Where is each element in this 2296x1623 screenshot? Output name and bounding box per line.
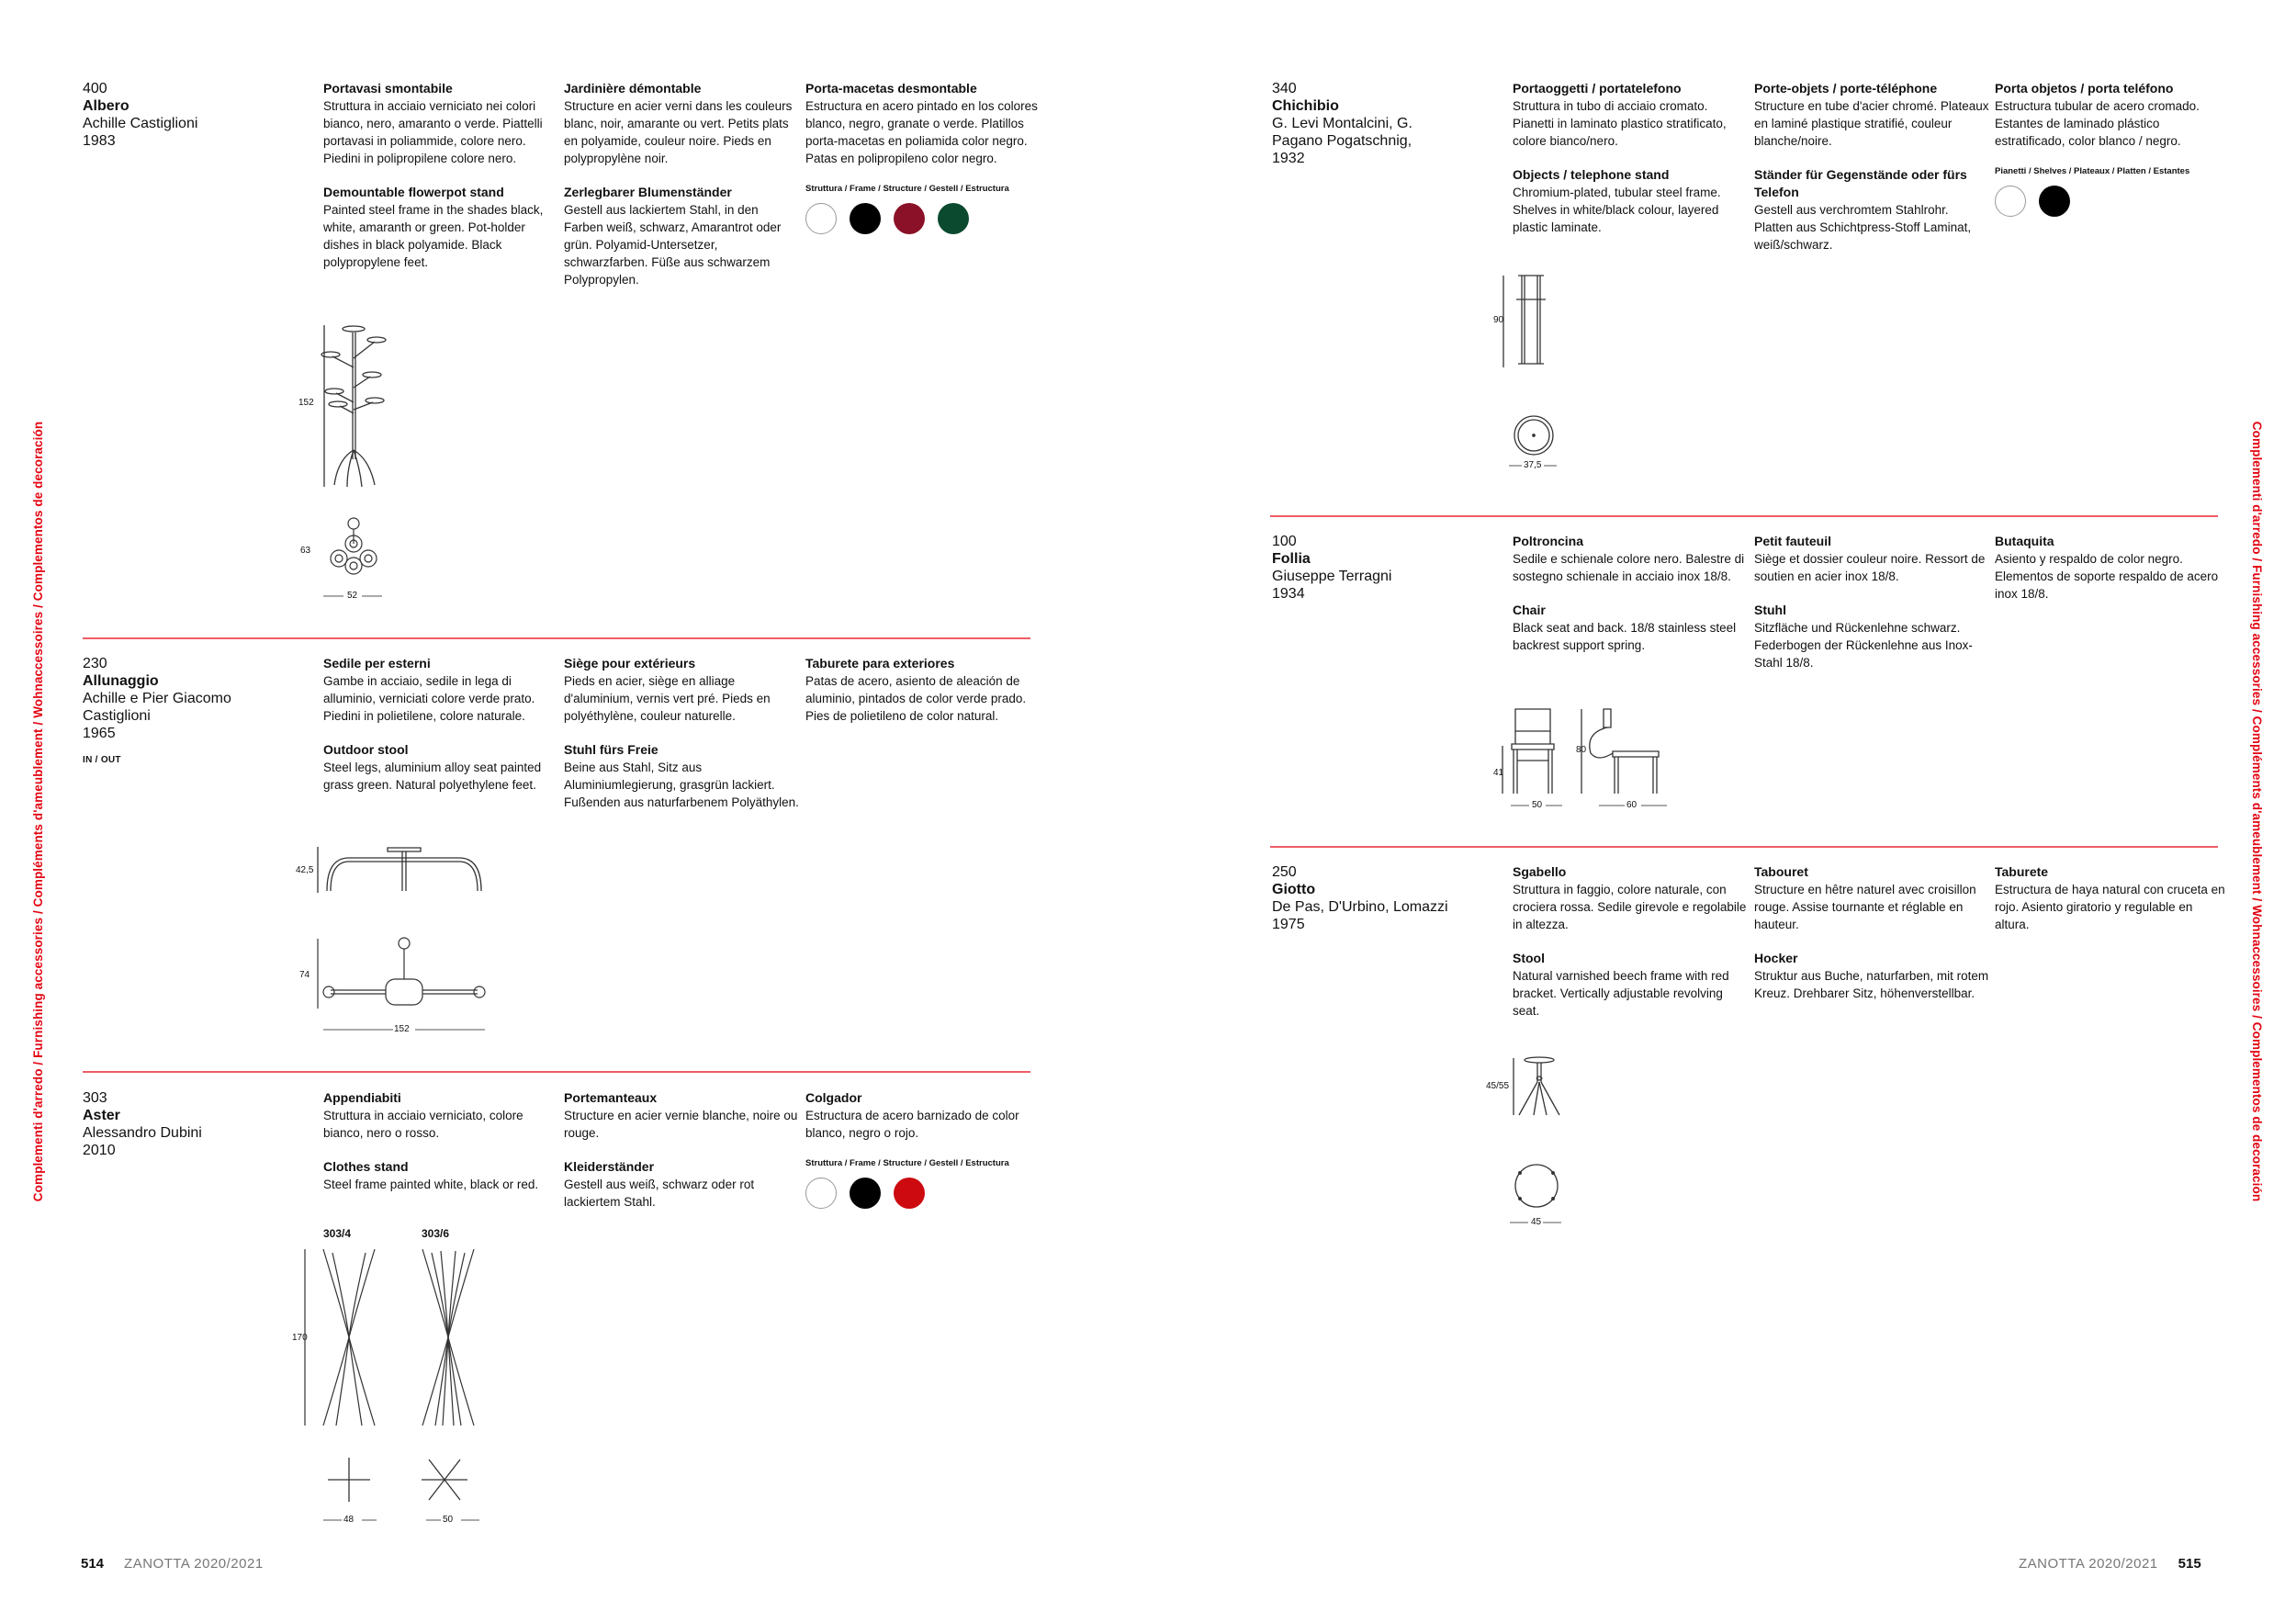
footer-right [2019,1556,2201,1572]
desc-es-chichibio [1995,80,2230,217]
desc-title: Stuhl fürs Freie [564,742,658,757]
allunaggio-plan-drawing [321,935,487,1014]
sidebar-category-right: Complementi d'arredo / Furnishing accessories / Compléments d'ameublement / Wohnaccessoires / Complementos de decoración [2250,421,2265,1202]
swatch-label: Struttura / Frame / Structure / Gestell / Estructura [805,184,1009,194]
desc-text: Siège et dossier couleur noire. Ressort de soutien en acier inox 18/8. [1754,552,1986,583]
page-number: 515 [2178,1556,2201,1572]
product-number: 250 [1272,864,1297,880]
variant-label-b: 303/6 [422,1227,450,1240]
variant-label-a: 303/4 [323,1227,352,1240]
desc-title: Outdoor stool [323,742,409,757]
desc-title: Butaquita [1995,534,2054,548]
dim-width: 50 [443,1515,454,1525]
swatch-black [850,1178,881,1209]
desc-title: Appendiabiti [323,1090,401,1105]
separator-line [83,637,1030,639]
desc-text: Struttura in faggio, colore naturale, con crociera rossa. Sedile girevole e regolabile in altezza. [1513,883,1747,931]
desc-title: Sedile per esterni [323,656,431,671]
product-header-follia [1272,533,1502,603]
desc-title: Sgabello [1513,864,1567,879]
desc-title: Colgador [805,1090,862,1105]
desc-fr-de-aster [564,1089,799,1211]
product-designer: Giuseppe Terragni [1272,569,1392,584]
desc-title: Petit fauteuil [1754,534,1832,548]
desc-title: Tabouret [1754,864,1808,879]
desc-title: Stool [1513,951,1545,965]
product-designer: Achille Castiglioni [83,116,198,131]
dim-height: 152 [298,398,314,408]
desc-text: Gambe in acciaio, sedile in lega di alluminio, verniciati colore verde prato. Piedini in polietilene, colore naturale. [323,674,535,723]
product-name: Aster [83,1108,120,1123]
desc-text: Pieds en acier, siège en alliage d'aluminium, vernis vert pré. Pieds en polyéthylène, couleur naturelle. [564,674,771,723]
product-header-chichibio [1272,80,1502,167]
desc-text: Steel legs, aluminium alloy seat painted grass green. Natural polyethylene feet. [323,761,542,792]
product-designer: Alessandro Dubini [83,1125,202,1141]
product-name: Albero [83,98,129,114]
swatch-black [2039,186,2070,217]
swatch-amaranth [894,203,925,234]
desc-title: Portaoggetti / portatelefono [1513,81,1682,96]
product-number: 100 [1272,534,1297,549]
swatch-red [894,1178,925,1209]
product-designer: De Pas, D'Urbino, Lomazzi [1272,899,1448,915]
desc-fr-de-albero [564,80,799,288]
desc-title: Jardinière démontable [564,81,702,96]
desc-es-aster [805,1089,1041,1209]
desc-title: Hocker [1754,951,1798,965]
desc-it-en-giotto [1513,863,1748,1020]
desc-title: Portemanteaux [564,1090,658,1105]
desc-text: Steel frame painted white, black or red. [323,1178,539,1191]
product-year: 1975 [1272,917,1305,932]
product-year: 2010 [83,1143,116,1158]
desc-text: Painted steel frame in the shades black, white, amaranth or green. Pot-holder dishes in black polyamide. Black polypropylene feet. [323,203,544,269]
desc-text: Structure en acier vernie blanche, noire ou rouge. [564,1109,798,1140]
desc-title: Kleiderständer [564,1159,655,1174]
product-year: 1965 [83,726,116,741]
desc-fr-de-chichibio [1754,80,1989,254]
desc-text: Structure en tube d'acier chromé. Plateaux en laminé plastique stratifié, couleur blanche/noire. [1754,99,1989,148]
desc-text: Sitzfläche und Rückenlehne schwarz. Federbogen der Rückenlehne aus Inox- Stahl 18/8. [1754,621,1973,670]
desc-text: Estructura de acero barnizado de color blanco, negro o rojo. [805,1109,1019,1140]
desc-text: Struktur aus Buche, naturfarben, mit rotem Kreuz. Drehbarer Sitz, höhenverstellbar. [1754,969,1989,1000]
desc-text: Struttura in tubo di acciaio cromato. Pianetti in laminato plastico stratificato, colore bianco/nero. [1513,99,1727,148]
desc-text: Estructura de haya natural con cruceta en rojo. Asiento giratorio y regulable en altura. [1995,883,2225,931]
desc-fr-de-allunaggio [564,655,799,811]
dim-depth: 74 [299,970,310,980]
desc-fr-de-follia [1754,533,1989,671]
desc-text: Struttura in acciaio verniciato, colore bianco, nero o rosso. [323,1109,523,1140]
desc-it-en-follia [1513,533,1748,654]
dim-height: 45/55 [1486,1081,1510,1091]
separator-line [1270,846,2218,848]
brand-label: ZANOTTA 2020/2021 [124,1556,264,1572]
product-number: 303 [83,1090,107,1106]
desc-text: Chromium-plated, tubular steel frame. Shelves in white/black colour, layered plastic laminate. [1513,186,1721,234]
product-number: 400 [83,81,107,96]
chichibio-elevation-drawing [1500,272,1564,373]
product-year: 1934 [1272,586,1305,602]
desc-text: Structure en acier verni dans les couleurs blanc, noir, amarante ou vert. Petits plats en polyamide, couleur noire. Pieds en polypropylène noir. [564,99,793,165]
product-header-albero [83,80,312,150]
swatch-black [850,203,881,234]
follia-elevation-drawing [1506,705,1671,797]
desc-text: Estructura en acero pintado en los colores blanco, negro, granate o verde. Platillos porta-macetas en poliamida color negro. Patas en polipropileno color negro. [805,99,1038,165]
desc-it-en-allunaggio [323,655,558,794]
brand-label: ZANOTTA 2020/2021 [2019,1556,2158,1572]
desc-title: Taburete para exteriores [805,656,955,671]
desc-it-en-chichibio [1513,80,1748,236]
in-out-tag: IN / OUT [83,755,121,765]
desc-title: Zerlegbarer Blumenständer [564,185,732,199]
dim-diameter: 45 [1531,1217,1542,1227]
dim-diameter: 37,5 [1524,460,1542,470]
desc-es-follia [1995,533,2230,603]
dim-width: 52 [347,591,358,601]
swatch-label: Struttura / Frame / Structure / Gestell / Estructura [805,1158,1009,1168]
albero-elevation-drawing [320,321,393,492]
swatch-white [1995,186,2026,217]
desc-title: Taburete [1995,864,2049,879]
desc-title: Porte-objets / porte-téléphone [1754,81,1938,96]
product-year: 1932 [1272,151,1305,166]
product-name: Allunaggio [83,673,159,689]
desc-es-giotto [1995,863,2230,933]
desc-text: Gestell aus verchromtem Stahlrohr. Platten aus Schichtpress-Stoff Laminat, weiß/schwarz. [1754,203,1972,252]
product-name: Giotto [1272,882,1316,897]
product-number: 340 [1272,81,1297,96]
desc-title: Objects / telephone stand [1513,167,1670,182]
dim-seat-height: 41 [1493,768,1504,778]
product-name: Follia [1272,551,1311,567]
allunaggio-elevation-drawing [321,845,487,896]
desc-title: Portavasi smontabile [323,81,453,96]
swatch-green [938,203,969,234]
color-swatches [1995,186,2230,217]
product-name: Chichibio [1272,98,1339,114]
dim-depth: 63 [300,546,311,556]
desc-text: Structure en hêtre naturel avec croisillon rouge. Assise tournante et réglable en hauteur. [1754,883,1976,931]
desc-es-allunaggio [805,655,1041,725]
page-number: 514 [81,1556,105,1572]
desc-text: Asiento y respaldo de color negro. Elementos de soporte respaldo de acero inox 18/8. [1995,552,2219,601]
dim-height: 90 [1493,315,1504,325]
dim-width: 48 [343,1515,355,1525]
product-header-giotto [1272,863,1502,933]
desc-text: Black seat and back. 18/8 stainless steel backrest support spring. [1513,621,1737,652]
desc-title: Demountable flowerpot stand [323,185,504,199]
product-designer: G. Levi Montalcini, G. Pagano Pogatschnig, [1272,116,1412,149]
product-designer: Achille e Pier Giacomo Castiglioni [83,691,231,724]
swatch-label: Pianetti / Shelves / Plateaux / Platten / Estantes [1995,166,2190,176]
separator-line [83,1071,1030,1073]
aster-plan-drawing [326,1456,491,1507]
desc-text: Gestell aus weiß, schwarz oder rot lackiertem Stahl. [564,1178,755,1209]
dim-height: 42,5 [296,865,314,875]
product-year: 1983 [83,133,116,149]
desc-it-en-aster [323,1089,558,1193]
product-header-allunaggio [83,655,266,765]
swatch-white [805,1178,837,1209]
product-header-aster [83,1089,312,1159]
desc-title: Ständer für Gegenstände oder fürs Telefon [1754,167,1967,199]
desc-title: Chair [1513,603,1546,617]
desc-title: Poltroncina [1513,534,1584,548]
giotto-elevation-drawing [1506,1054,1570,1119]
product-number: 230 [83,656,107,671]
desc-text: Natural varnished beech frame with red bracket. Vertically adjustable revolving seat. [1513,969,1729,1018]
desc-es-albero [805,80,1041,234]
desc-title: Stuhl [1754,603,1786,617]
desc-title: Porta-macetas desmontable [805,81,977,96]
desc-text: Estructura tubular de acero cromado. Estantes de laminado plástico estratificado, color blanco / negro. [1995,99,2200,148]
dim-depth: 60 [1626,800,1638,810]
footer-left [81,1556,264,1572]
desc-text: Patas de acero, asiento de aleación de aluminio, pintados de color verde prado. Pies de polietileno de color natural. [805,674,1027,723]
dim-height: 80 [1576,745,1587,755]
desc-title: Siège pour extérieurs [564,656,696,671]
sidebar-category-left: Complementi d'arredo / Furnishing accessories / Compléments d'ameublement / Wohnaccessoires / Complementos de decoración [31,421,46,1202]
chichibio-plan-drawing [1512,413,1556,457]
dim-height: 170 [292,1333,308,1343]
dim-width: 50 [1532,800,1543,810]
desc-text: Sedile e schienale colore nero. Balestre di sostegno schienale in acciaio inox 18/8. [1513,552,1745,583]
desc-title: Porta objetos / porta teléfono [1995,81,2174,96]
desc-fr-de-giotto [1754,863,1989,1002]
color-swatches [805,203,1041,234]
separator-line [1270,515,2218,517]
dim-width: 152 [394,1024,410,1034]
color-swatches [805,1178,1041,1209]
desc-it-en-albero [323,80,558,271]
giotto-plan-drawing [1513,1162,1560,1210]
swatch-white [805,203,837,234]
desc-title: Clothes stand [323,1159,409,1174]
desc-text: Gestell aus lackiertem Stahl, in den Farben weiß, schwarz, Amarantrot oder grün. Polyamid-Untersetzer, schwarzfarben. Füße aus schwarzem Polypropylen. [564,203,782,287]
albero-plan-drawing [321,516,386,575]
desc-text: Beine aus Stahl, Sitz aus Aluminiumlegierung, grasgrün lackiert. Fußenden aus naturfarbenem Polyäthylen. [564,761,799,809]
aster-elevation-drawing [303,1245,487,1429]
desc-text: Struttura in acciaio verniciato nei colori bianco, nero, amaranto o verde. Piattelli portavasi in poliammide, colore nero. Piedini in polipropilene colore nero. [323,99,543,165]
